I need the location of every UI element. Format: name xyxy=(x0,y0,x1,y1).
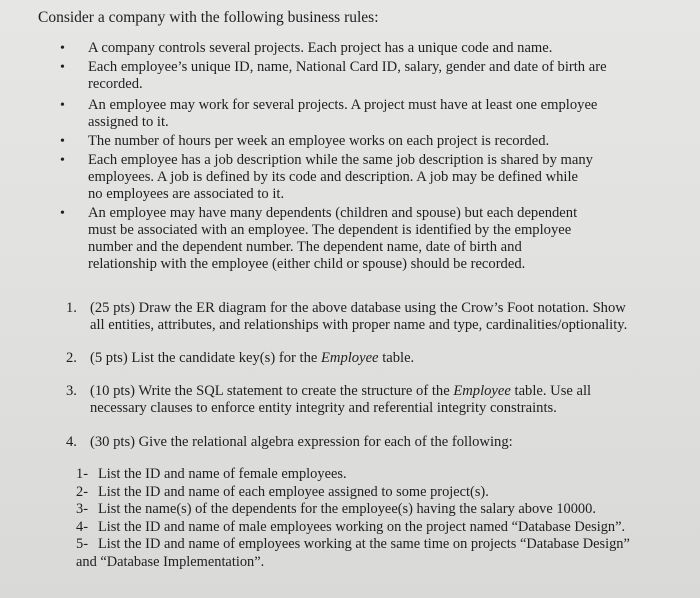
list-item: 3- List the name(s) of the dependents for the employee(s) having the salary above 10000. xyxy=(76,501,596,517)
question-2: 2. (5 pts) List the candidate key(s) for the Employee table. xyxy=(66,350,415,366)
list-item: 5- List the ID and name of employees working at the same time on projects “Database Design” xyxy=(76,536,630,552)
bullet-icon: • xyxy=(60,60,65,75)
list-item: 2- List the ID and name of each employee assigned to some project(s). xyxy=(76,483,489,500)
business-rules-list xyxy=(60,40,670,275)
list-item: 1- List the ID and name of female employees. xyxy=(76,466,347,482)
relational-algebra-list xyxy=(76,466,676,571)
question-1: 1. (25 pts) Draw the ER diagram for the above database using the Crow’s Foot notation. Show all entities, attributes, and relationships with proper name and type, cardinalities/optionality. xyxy=(66,300,628,333)
bullet-icon: • xyxy=(60,206,65,221)
list-item: 4- List the ID and name of male employees working on the project named “Database Design”. xyxy=(76,518,626,535)
rule-item: • A company controls several projects. Each project has a unique code and name. xyxy=(60,40,553,56)
rule-item: • An employee may work for several projects. A project must have at least one employee assigned to it. xyxy=(60,97,598,130)
question-3: 3. (10 pts) Write the SQL statement to create the structure of the Employee table. Use all necessary clauses to enforce entity integrity and referential integrity constraints. xyxy=(66,383,592,416)
rule-item: • Each employee has a job description while the same job description is shared by many employees. A job is defined by its code and description. A job may be defined while no employees are associated to it. xyxy=(60,152,593,202)
bullet-icon: • xyxy=(60,41,65,56)
bullet-icon: • xyxy=(60,153,65,168)
rule-item: • Each employee’s unique ID, name, National Card ID, salary, gender and date of birth are recorded. xyxy=(60,59,607,92)
question-4: 4. (30 pts) Give the relational algebra expression for each of the following: xyxy=(66,434,513,450)
bullet-icon: • xyxy=(60,98,65,113)
intro-text: Consider a company with the following business rules: xyxy=(38,9,379,26)
bullet-icon: • xyxy=(60,134,65,149)
list-item: and “Database Implementation”. xyxy=(76,553,265,570)
rule-item: • The number of hours per week an employee works on each project is recorded. xyxy=(60,133,550,149)
rule-item: • An employee may have many dependents (children and spouse) but each dependent must be associated with an employee. The dependent is identified by the employee number and the dependent number. The dependent name, date of birth and relationship with the employee (either child or spouse) should be recorded. xyxy=(60,205,578,272)
